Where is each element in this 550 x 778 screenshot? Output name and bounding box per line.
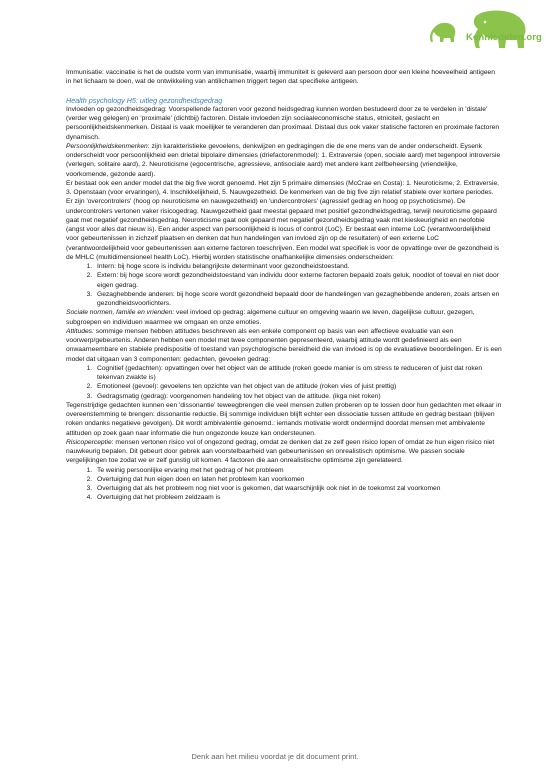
paragraph-big-five: Er bestaat ook een ander model dat the big five wordt genoemd. Het zijn 5 primaire dimensies (McCrae en Costa): 1. Neuroticisme, 2. Extraversie, 3. Openstaan (voor ervaringen), 4. Inschikkelijkheid, 5. Nauwgezetheid. De kenmerken van de big five zijn relatief stabiele over kortere periodes. Er zijn 'overcontrolers' (hoog op neuroticisme en nauwgezetheid) en 'undercontrolers' (agressief gedrag en hoog op psychoticisme). De undercontrolers vertonen vaker risicogedrag. Nauwgezetheid gaat meestal gepaard met positief gezondheidsgedrag, terwijl neuroticisme gepaard gaat met negatief gezondheidsgedrag. Neuroticisme gaat ook gepaard met negatief gezondheidsgedrag vaak met kieskeurigheid en neofobie (angst voor alles dat nieuw is). Een ander aspect van persoonlijkheid is locus of control (LoC). Er bestaat een interne LoC (verantwoordelijkheid voor gebeurtenissen in zichzelf plaatsen en denken dat hun handelingen van invloed zijn op de resultaten) of een externe LoC (verantwoordelijkheid voor gebeurtenissen aan externe factoren toeschrijven. Een model wat specifiek is voor de opvattinge over de gezondheid is de MHLC (multidimensioneel health LoC). Hierbij worden statistische onafhankelijke dimensies onderscheiden: <box>66 179 500 261</box>
paragraph-personality <box>66 142 502 179</box>
paragraph-social-norms-text: veel invloed op gedrag: algemene cultuur en omgeving waarin we leven, dagelijkse cultuur, gezegen, subgroepen en individuen waarmee we omgaan en onze emoties. <box>66 309 475 326</box>
print-footer: Denk aan het milieu voordat je dit document print. <box>191 752 359 761</box>
list-item: 2. Extern: bij hoge score wordt gezondheidstoestand van individu door externe factoren bepaald zoals geluk, noodlot of toeval en niet door eigen gedrag. <box>94 271 502 290</box>
list-item: 1. Cognitief (gedachten): opvattingen over het object van de attitude (roken goede manier is om stress te reduceren of juist dat roken tekenvan zwakte is) <box>94 364 502 383</box>
intro-paragraph: Immunisatie: vaccinatie is het de oudste vorm van immunisatie, waarbij immuniteit is geleverd aan persoon door een kleine hoeveelheid antigeen in het lichaam te doen, wat de ontwikkeling van antilichamen triggert tegen dat specifieke antigeen. <box>66 69 495 86</box>
mhlc-list <box>66 262 502 308</box>
list-item: 4. Overtuiging dat het probleem zeldzaam is <box>94 493 502 502</box>
paragraph-risk-perception-text: : mensen vertonen risico vol of ongezond gedrag, omdat ze denken dat ze zelf geen risico lopen of omdat ze hun eigen risico niet nauwkeurig bepalen. Dit gebeurt door gebrek aan voorstelbaarheid van gebeurtenissen en onrealistisch optimisme. We passen sociale vergelijkingen toe zodat we er zelf gunstig uit komen. 4 factoren die aan onrealistische optimisme zijn gerelateerd. <box>66 438 495 465</box>
term-attitudes: Attitudes: <box>66 327 94 335</box>
optimism-factors-list <box>66 466 502 503</box>
list-item: 3. Gezaghebbende anderen: bij hoge score wordt gezondheid bepaald door de handelingen van gezaghebbende anderen, zoals artsen en gezondheidsvoorlichters. <box>94 290 502 309</box>
brand-logo[interactable] <box>406 10 542 54</box>
list-item: 2. Emotioneel (gevoel): gevoelens ten opzichte van het object van de attitude (roken vies of juist prettig) <box>94 382 502 391</box>
list-item: 2. Overtuiging dat hun eigen doen en laten het probleem kan voorkomen <box>94 475 502 484</box>
list-item: 1. Te weinig persoonlijke ervaring met het gedrag of het probleem <box>94 466 502 475</box>
paragraph-dissonance: Tegenstrijdige gedachten kunnen een 'dissonantie' teweegbrengen die veel mensen zullen proberen op te lossen door hun gedachten met elkaar in overeenstemming te brengen: dissonantie reductie. Bij sommige individuen blijft echter een dissociatie tussen attitude en gedrag bestaan (blijven roken ondanks negatieve gevolgen). Dit wordt ambivalentie genoemd.: iemands motivatie wordt ondermijnd doordat mensen met ambivalente attituden op zoek gaan naar informatie die hun ongezonde keuze kan ondersteunen. <box>66 401 502 437</box>
paragraph-influences: Invloeden op gezondheidsgedrag: Voorspellende factoren voor gezond heidsgedrag kunnen worden bestudeerd door ze te verdelen in 'distale' (verder weg gelegen) en 'proximale' (dichtbij) factoren. Distale invloeden zijn sociaaleconomische status, etniciteit, geslacht en persoonlijkheidskenmerken. Distaal is vaak moeilijker te veranderen dan proximaal. Distaal dus ook vaker statische factoren en proximale factoren dynamisch. <box>66 105 500 141</box>
paragraph-attitudes <box>66 327 502 364</box>
paragraph-personality-text: : zijn karakteristieke gevoelens, denkwijzen en gedragingen die de ene mens van de ander onderscheidt. Eysenk onderscheidt voor persoonlijkheid een drietal bipolaire dimensies (driefactorenmodel): 1. Extraversie (open, sociale aard) met tegenpool introversie (verlegen, solitaire aard), 2. Neuroticisme (egocentrische, agressieve, antisociale aard) met andere kant zelfbeheersing (vriendelijke, voorkomende, gezonde aard). <box>66 142 501 178</box>
list-item: 1. Intern: bij hoge score is individu belangrijkste determinant voor gezondheidstoestand. <box>94 262 502 271</box>
list-item: 3. Gedragsmatig (gedrag): voorgenomen handeling tov het object van de attitude. (ikga niet roken) <box>94 392 502 401</box>
brand-name: Kennisdelen.org <box>466 32 542 43</box>
section-heading: Health psychology H5: uitleg gezondheidsgedrag <box>66 95 223 105</box>
term-risk-perception: Risicoperceptie <box>66 438 112 446</box>
attitude-components-list <box>66 364 502 401</box>
term-social-norms: Sociale normen, familie en vrienden: <box>66 309 175 317</box>
list-item: 3. Overtuiging dat als het probleem nog niet voor is gekomen, dat waarschijnlijk ook niet in de toekomst zal voorkomen <box>94 484 502 493</box>
paragraph-social-norms <box>66 308 502 327</box>
paragraph-attitudes-text: sommige mensen hebben attitudes beschreven als een enkele component op basis van een affectieve evaluatie van een voorwerp/gebeurtenis. Anderen hebben een model met twee componenten gepresenteerd, waarbij attitude wordt gedefinieerd als een onwaarneembare en stabiele predispositie of toestand van psychologische bereidheid die van invloed is op de evaluatieve beoordelingen. Er is een model dat uitgaan van 3 componenten: gedachten, gevoelen gedrag: <box>66 327 502 363</box>
document-body <box>66 68 502 503</box>
paragraph-risk-perception <box>66 438 502 466</box>
term-personality: Persoonlijkheidskenmerken <box>66 142 148 150</box>
